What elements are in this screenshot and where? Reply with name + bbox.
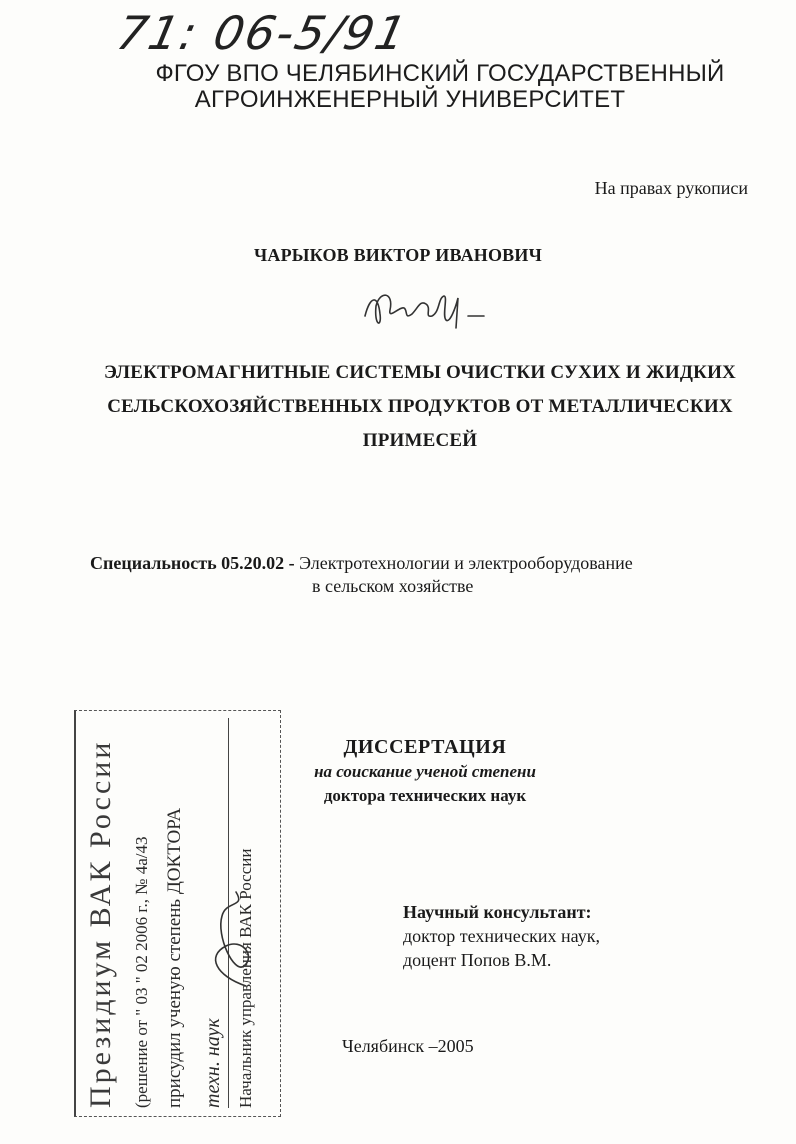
stamp-line-4: техн. наук [202, 1018, 224, 1108]
consultant-line-1: доктор технических наук, [403, 926, 600, 946]
stamp-signature-icon [196, 876, 266, 996]
consultant-line-2: доцент Попов В.М. [403, 950, 552, 970]
handwritten-archive-code: 71: 06-5/91 [112, 6, 413, 60]
manuscript-note: На правах рукописи [594, 178, 748, 198]
stamp-rotated-content [76, 711, 280, 1116]
specialty-text-1: Электротехнологии и электрооборудование [299, 553, 633, 573]
dissertation-degree-line-2: доктора технических наук [323, 786, 527, 805]
specialty-label: Специальность 05.20.02 - [90, 553, 300, 573]
stamp-line-5: Начальник управления ВАК России [236, 848, 255, 1108]
specialty [90, 552, 633, 574]
dissertation-block [290, 734, 560, 808]
scientific-consultant [403, 900, 600, 972]
consultant-heading: Научный консультант: [403, 902, 592, 922]
stamp-line-3: присудил ученую степень ДОКТОРА [164, 807, 185, 1108]
dissertation-degree-line-1: на соискание ученой степени [314, 762, 536, 781]
organization-line-1: ФГОУ ВПО ЧЕЛЯБИНСКИЙ ГОСУДАРСТВЕННЫЙ [155, 60, 725, 87]
vak-approval-stamp [74, 710, 281, 1117]
stamp-line-2: (решение от " 03 " 02 2006 г., № 4а/43 [132, 836, 151, 1108]
dissertation-heading: ДИССЕРТАЦИЯ [343, 736, 507, 758]
title-line-3: ПРИМЕСЕЙ [362, 430, 478, 451]
stamp-line-1: Президиум ВАК России [84, 739, 117, 1108]
dissertation-title [60, 356, 780, 458]
city-year: Челябинск –2005 [342, 1036, 474, 1056]
title-line-1: ЭЛЕКТРОМАГНИТНЫЕ СИСТЕМЫ ОЧИСТКИ СУХИХ И ЖИДКИХ [104, 362, 736, 383]
author-name: ЧАРЫКОВ ВИКТОР ИВАНОВИЧ [253, 245, 542, 265]
title-line-2: СЕЛЬСКОХОЗЯЙСТВЕННЫХ ПРОДУКТОВ ОТ МЕТАЛЛИЧЕСКИХ [107, 396, 733, 417]
organization-line-2: АГРОИНЖЕНЕРНЫЙ УНИВЕРСИТЕТ [194, 86, 626, 113]
specialty-text-2: в сельском хозяйстве [312, 576, 474, 596]
author-signature-icon [360, 276, 490, 336]
